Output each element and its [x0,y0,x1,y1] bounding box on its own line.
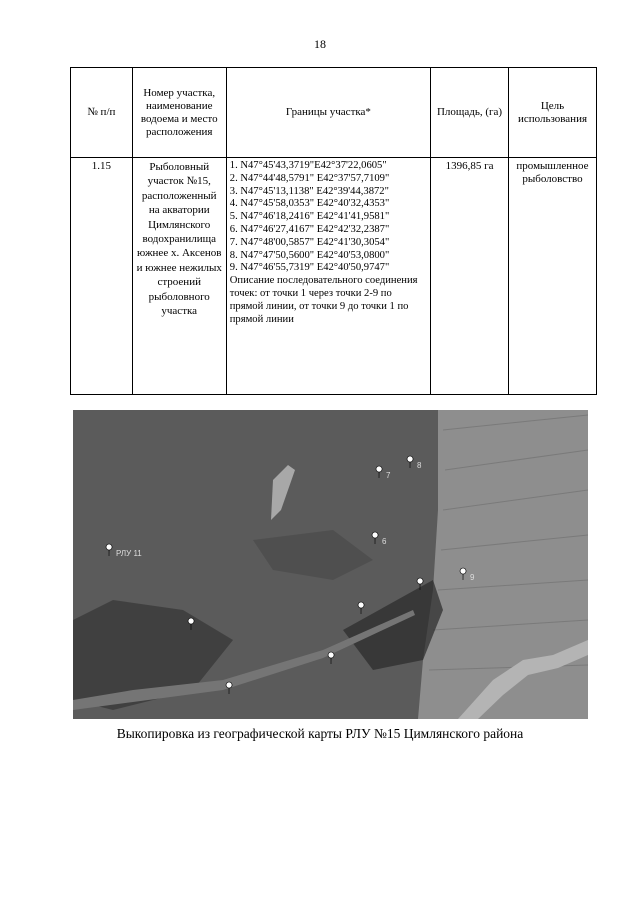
table-row [71,158,597,395]
land-area-right [418,410,588,719]
header-area: Площадь, (га) [431,68,509,158]
coord-9: 9. N47°46'55,7319" E42°40'50,9747" [229,262,390,274]
connection-description: Описание последовательного соединения точек: от точки 1 через точки 2-9 по прямой линии, от точки 9 до точки 1 по прямой линии [229,275,418,325]
label-7: 7 [386,471,391,480]
coord-5: 5. N47°46'18,2416" E42°41'41,9581" [229,211,390,223]
header-num: № п/п [71,68,133,158]
label-9: 9 [470,573,475,582]
table-header-row [71,68,597,158]
coord-4: 4. N47°45'58,0353" E42°40'32,4353" [229,198,390,210]
row-area: 1396,85 га [431,158,509,395]
map-svg [73,410,588,719]
header-use: Цель использования [508,68,596,158]
row-use: промышленное рыболовство [508,158,596,395]
header-name: Номер участка, наименование водоема и место расположения [132,68,226,158]
coord-7: 7. N47°48'00,5857" E42°41'30,3054" [229,236,390,248]
label-6: 6 [382,537,387,546]
label-rlu: РЛУ 11 [116,549,142,558]
page-number: 18 [314,37,326,51]
row-num: 1.15 [71,158,133,395]
label-8: 8 [417,461,422,470]
plot-table [70,67,597,395]
row-name: Рыболовный участок №15, расположенный на акватории Цимлянского водохранилища южнее х. Аксенов и южнее нежилых строений рыболовного участка [132,158,226,395]
header-bounds: Границы участка* [226,68,430,158]
map-caption: Выкопировка из географической карты РЛУ №15 Цимлянского района [116,726,524,741]
coord-6: 6. N47°46'27,4167" E42°42'32,2387" [229,223,390,235]
coord-1: 1. N47°45'43,3719"E42°37'22,0605" [229,160,387,171]
coord-2: 2. N47°44'48,5791" E42°37'57,7109" [229,172,390,184]
map-image [73,410,588,719]
row-bounds [226,158,430,395]
coord-3: 3. N47°45'13,1138" E42°39'44,3872" [229,185,389,197]
coord-8: 8. N47°47'50,5600" E42°40'53,0800" [229,249,390,261]
